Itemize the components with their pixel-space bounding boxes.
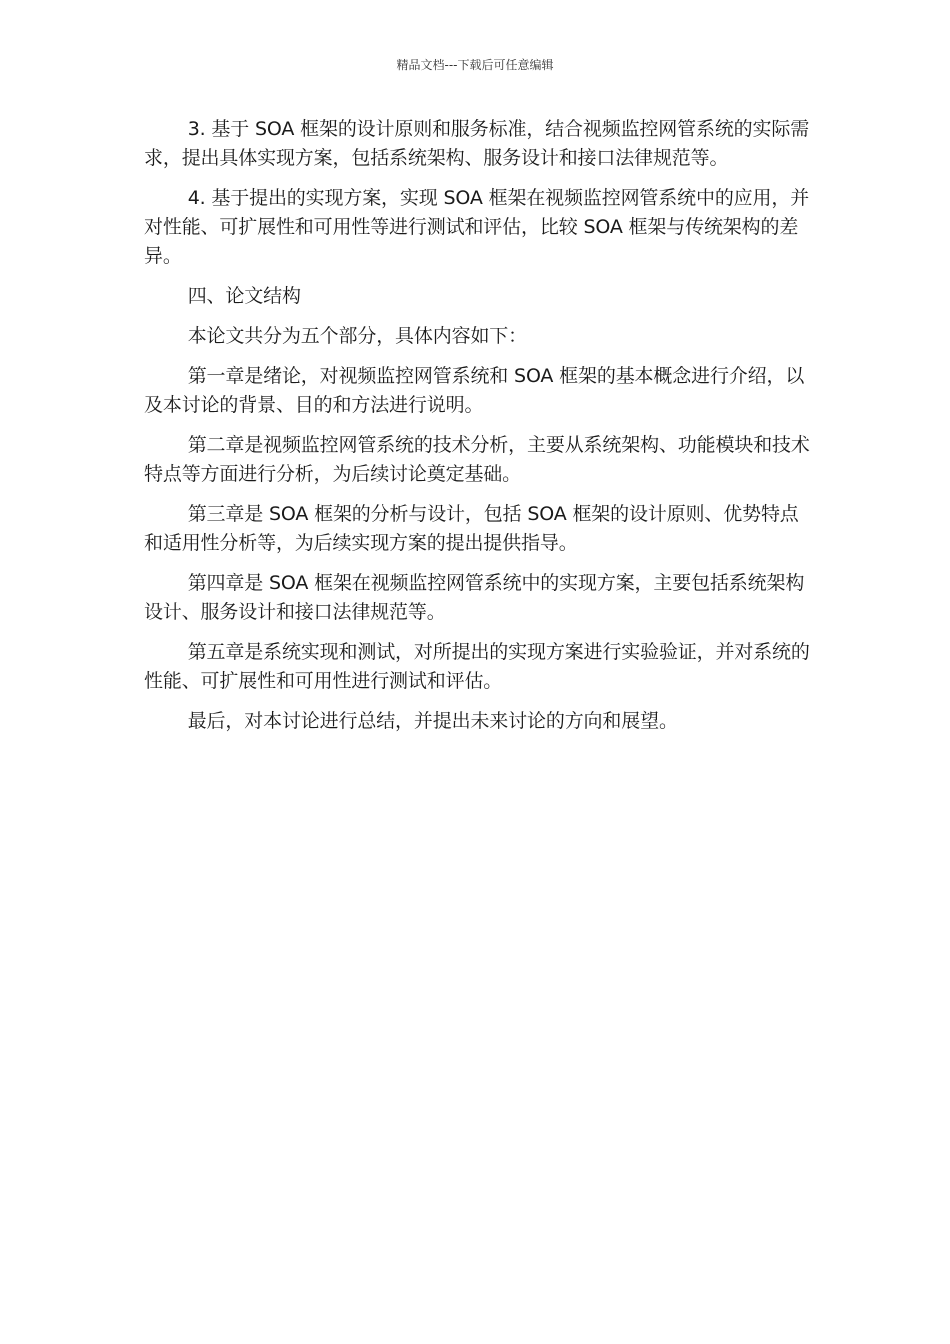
paragraph-chapter-1: 第一章是绪论，对视频监控网管系统和 SOA 框架的基本概念进行介绍，以及本讨论的背景、目的和方法进行说明。 xyxy=(144,365,805,416)
document-body xyxy=(144,115,814,747)
paragraph-item-4: 4. 基于提出的实现方案，实现 SOA 框架在视频监控网管系统中的应用，并对性能、可扩展性和可用性等进行测试和评估，比较 SOA 框架与传统架构的差异。 xyxy=(144,187,810,267)
paragraph-chapter-4: 第四章是 SOA 框架在视频监控网管系统中的实现方案，主要包括系统架构设计、服务设计和接口法律规范等。 xyxy=(144,572,805,623)
page-header: 精品文档---下载后可任意编辑 xyxy=(396,58,554,72)
paragraph-overview: 本论文共分为五个部分，具体内容如下： xyxy=(187,325,527,347)
paragraph-chapter-5: 第五章是系统实现和测试，对所提出的实现方案进行实验验证，并对系统的性能、可扩展性和可用性进行测试和评估。 xyxy=(144,641,810,692)
paragraph-chapter-2: 第二章是视频监控网管系统的技术分析，主要从系统架构、功能模块和技术特点等方面进行分析，为后续讨论奠定基础。 xyxy=(144,434,810,485)
paragraph-item-3: 3. 基于 SOA 框架的设计原则和服务标准，结合视频监控网管系统的实际需求，提出具体实现方案，包括系统架构、服务设计和接口法律规范等。 xyxy=(144,118,810,169)
paragraph-conclusion: 最后，对本讨论进行总结，并提出未来讨论的方向和展望。 xyxy=(187,710,678,732)
paragraph-chapter-3: 第三章是 SOA 框架的分析与设计，包括 SOA 框架的设计原则、优势特点和适用性分析等，为后续实现方案的提出提供指导。 xyxy=(144,503,799,554)
section-heading: 四、论文结构 xyxy=(187,285,301,307)
